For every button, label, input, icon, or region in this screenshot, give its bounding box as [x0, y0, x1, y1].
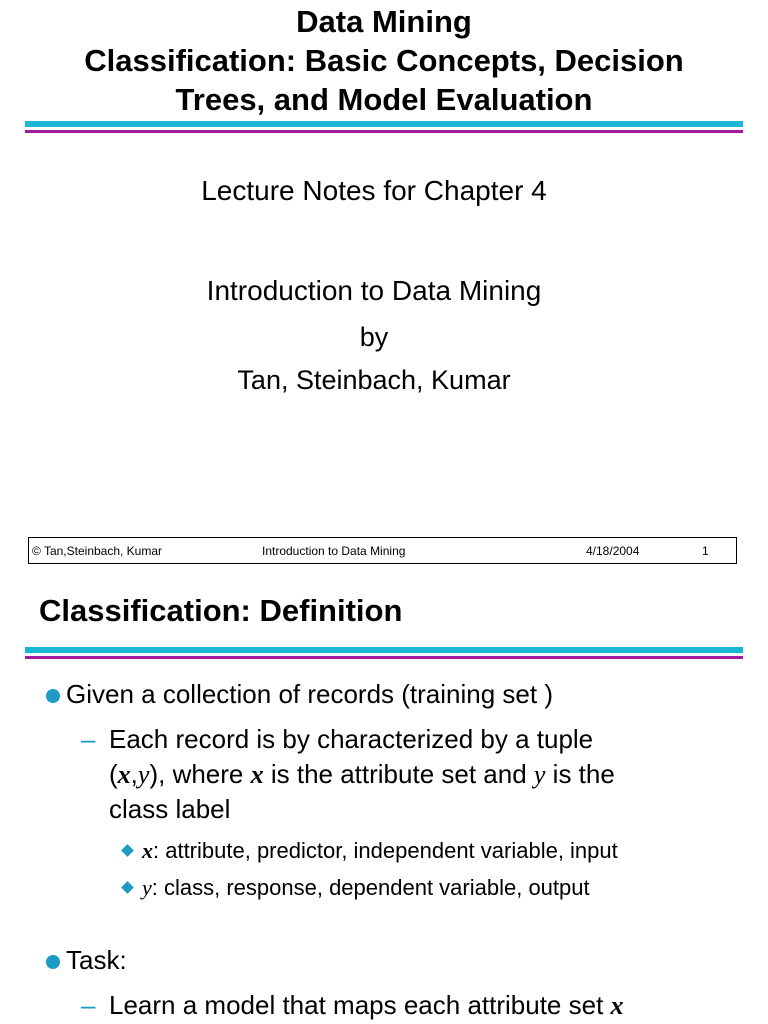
title-rule-cyan: [25, 647, 743, 653]
var-x: x: [117, 760, 131, 789]
title-line-2: Classification: Basic Concepts, Decision: [84, 43, 684, 78]
title-line-3: Trees, and Model Evaluation: [175, 82, 593, 117]
authors: Tan, Steinbach, Kumar: [237, 365, 511, 395]
sub-bullet-text: Each record is by characterized by a tuple: [109, 724, 594, 754]
bullet-text: Given a collection of records (training set ): [66, 679, 553, 709]
footer-date: 4/18/2004: [586, 544, 640, 558]
slide-title: [0, 2, 768, 119]
sub-sub-bullet-text: : attribute, predictor, independent variable, input: [153, 838, 618, 863]
paren-open: (: [109, 759, 118, 789]
bullet-dot-icon: [46, 955, 60, 969]
slide-footer: [28, 537, 737, 564]
comma: ,: [130, 759, 138, 789]
var-x: x: [610, 991, 624, 1020]
slide-title: Classification: Definition: [39, 593, 403, 628]
footer-copyright: © Tan,Steinbach, Kumar: [32, 544, 163, 558]
lecture-subtitle: Lecture Notes for Chapter 4: [201, 175, 547, 206]
by-text: by: [359, 322, 389, 352]
sub-bullet-text: class label: [109, 794, 231, 824]
bullet-text: Task:: [66, 945, 127, 975]
var-y: y: [533, 760, 546, 789]
var-x: x: [142, 838, 153, 863]
diamond-bullet-icon: [121, 844, 134, 857]
var-y: y: [137, 760, 150, 789]
sub-sub-bullet-text: : class, response, dependent variable, output: [151, 875, 590, 900]
footer-course: Introduction to Data Mining: [262, 544, 406, 558]
bullet-dot-icon: [46, 689, 60, 703]
title-line-1: Data Mining: [296, 4, 472, 39]
title-rule-magenta: [25, 656, 743, 659]
text-where: , where: [158, 759, 251, 789]
dash-bullet-icon: –: [81, 724, 96, 754]
var-y: y: [142, 875, 152, 900]
footer-page-number: 1: [702, 544, 709, 558]
var-x: x: [250, 760, 264, 789]
diamond-bullet-icon: [121, 881, 134, 894]
paren-close: ): [149, 759, 159, 789]
sub-bullet-text: Learn a model that maps each attribute set: [109, 990, 611, 1020]
text-is-the: is the: [545, 759, 615, 789]
book-title: Introduction to Data Mining: [206, 275, 542, 306]
title-rule-magenta: [25, 130, 743, 133]
title-rule-cyan: [25, 121, 743, 127]
text-attribute-set: is the attribute set and: [263, 759, 534, 789]
dash-bullet-icon: –: [81, 990, 96, 1020]
